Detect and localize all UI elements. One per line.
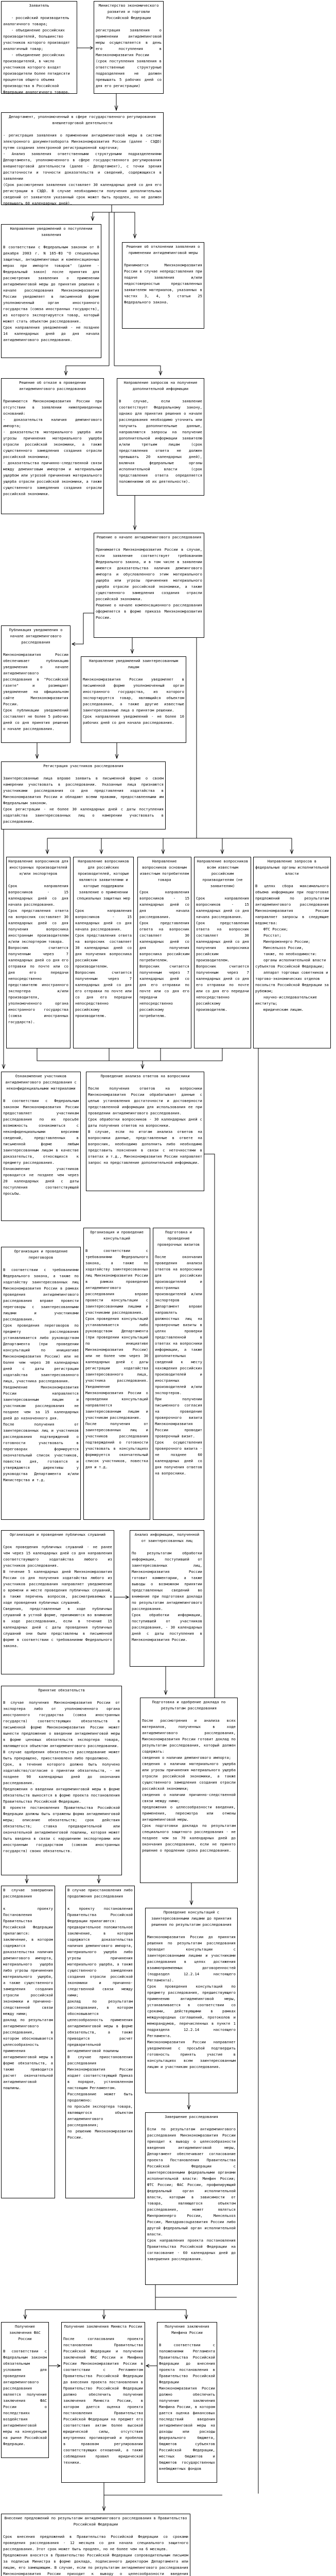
box-body: В соответствии с Федеральным законом обязательным условием для проведения антидемпингового расследования является получение заключения ФАС России о последствиях воздействия антидемпинговой меры на конкуренцию на рынке Российской Федерации. — [3, 2349, 47, 2446]
connector — [72, 613, 94, 644]
box-body: Принимается Минэкономразвития России при отсутствии в заявлении нижеприведенных оснований: - доказательств наличия демпингового импорта; - доказательств материального ущерба или угрозы причинения материального ущерба отрасли российской экономики, а также существенного замедления создания отрасли российской экономики; - доказательства причинно-следственной связи между демпинговым импортом и материальным ущербом или угрозой причинения материального ущерба отрасли российской экономики, а также существенного замедления создания отрасли российской экономики. — [3, 399, 102, 496]
box-body: Принимается Минэкономразвития России в случае, если заявление соответствует требованиям Федерального закона, и в том числе в заявлении имеются доказательства наличия демпингового импорта и обусловленного этим материального ущерба или угрозы причинения материального ущерба отрасли российской экономики, а также существенного замедления создания отрасли российской экономики. Решение о начале компенсационного расследования оформляется в форме приказа Минэкономразвития России. — [96, 547, 202, 620]
box-title: Ознакомление участников антидемпингового расследования с неконфиденциальными материалами — [5, 1074, 77, 1091]
box-body: Срок внесения предложений в Правительство Российской Федерации со сроками проведения расследования - 12 месяцев со дня начала специального защитного расследования. Этот срок может быть продлен, но не более чем на 6 месяцев. Предложения вносятся в Правительство Российской Федерации сопроводительным письмом за подписью Министра в форме доклада, подписанного директором Департамента или лицом, его замещающим. В случае, если по результатам антидемпингового расследования Минэкономразвития России приходит к выводу о целесообразности введения — [3, 2534, 188, 2576]
ministry-box — [94, 1, 164, 94]
box-title: Завершение расследования — [165, 2114, 218, 2119]
box-body: После окончания проведения анализа ответов на вопросники для российских производителей и иностранных производителей и/или экспортеров Департамент вправе направлять должностных лиц на проверочные визиты в целях проверки представленной в ответах на вопросники информации, а также дополнительных сведений к месту нахождения российских производителей и иностранных производителей и/или экспортеров. При получении письменного согласия на проведение проверочного визита Минэкономразвития России проводит проверочный визит. Срок осуществления проверочного визита - не позднее 60 календарных дней со дня получения ответов на вопросники. — [155, 1255, 202, 1476]
box-title: Получение заключения ФАС России — [9, 2324, 41, 2341]
case-suspension-box — [65, 1886, 135, 2198]
questionnaire-russian-applicants-box — [73, 857, 134, 1048]
box-title: Анализ информации, полученной от заинтересованных лиц — [134, 1532, 200, 1543]
box-title: Направление запросов в федеральные органы исполнительной власти — [255, 859, 329, 876]
pre-consult-box — [145, 1908, 238, 2093]
applicant-box — [1, 1, 77, 94]
notify-receipt-box — [1, 224, 101, 358]
box-title: Департамент, уполномоченный в сфере государственного регулирования внешнеторговой деятельности — [9, 114, 156, 125]
box-title: Направление вопросников для российских производителей, которые являются заявителями и которые поддержали заявление о применении специальных защитных мер — [77, 859, 130, 901]
connector — [204, 1154, 215, 1710]
connector — [93, 205, 112, 221]
fas-box — [1, 2322, 49, 2458]
box-body: Срок направления вопросников - 15 календарных дней со дня начала расследования. Срок представления ответа на вопросник составляет 30 календарных дней со дня получения вопросника российским производителем. Вопросник считается полученным через 7 календарных дней со дня его отправки по почте или со дня его передачи непосредственно российскому производителю. — [75, 908, 132, 1018]
questionnaire-consumers-box — [137, 857, 191, 1048]
refuse-box — [1, 378, 104, 514]
box-title: Регистрация участников расследования — [43, 764, 123, 768]
familiarization-box — [1, 1072, 81, 1221]
list-item: аппарат торговых советников и торгово-экономических отделов посольств Российской Федерации за рубежом; — [255, 970, 329, 993]
box-body: Если по результатам антидемпингового расследования Минэкономразвития России приходит к выводу о целесообразности введения антидемпинговой меры, Департамент обеспечивает согласование проекта Постановления Правительства Российской Федерации с заинтересованными федеральными органами исполнительной власти: Минфин России; ФТС России; ФАС России, профилирующий федеральный орган исполнительной власти, которым в зависимости от товара, являющегося объектом расследования, может являться Минпромэнерго России, Минсельхоз России, Минздравсоцразвития России либо другой федеральный орган исполнительной власти. Срок направления проекта постановления Правительства Российской Федерации на согласование - 60 календарных дней до завершения расследования. — [147, 2127, 236, 2261]
box-body: - регистрация заявления о применении антидемпинговой меры в системе электронного документооборота Минэкономразвития России (далее - СЭДО) путем создания электронной регистрационной карточки; - Анализ заявления ответственными структурными подразделениями Департамента, уполномоченного в сфере государственного регулирования внешнеторговой деятельности (далее - Департамент), с точки зрения достаточности и точности доказательств и сведений, содержащихся в заявлении (Срок рассмотрения заявления составляет 30 календарных дней со дня его регистрации в СЭДО. В случае необходимости получения дополнительных сведений от заявителя указанный срок может быть продлен, но не должен превышать 60 календарных дней). — [3, 133, 162, 206]
report-box — [140, 1698, 238, 1883]
notify-parties-box — [81, 656, 186, 743]
box-title: Внесение предложений по результатам антидемпингового расследования в Правительство Российской Федерации — [4, 2516, 187, 2527]
undertakings-box — [1, 1686, 122, 1875]
hearings-box — [1, 1530, 114, 1674]
box-body: Минэкономразвития России обеспечивает публикацию уведомления о начале антидемпингового расследования в "Российской газете" и размещает уведомление на официальном сайте Минэкономразвития России. Срок публикации уведомлений составляет не более 5 рабочих дней со дня принятия решения о начале расследования. — [3, 652, 68, 731]
box-title: Принятие обязательств — [38, 1688, 85, 1692]
box-title: Получение заключения Минюста России — [64, 2324, 143, 2329]
list-item: также, по необходимости: — [263, 952, 317, 956]
box-title: Организация и проведение переговоров — [14, 1249, 68, 1260]
box-title: Направление уведомлений заинтересованным лицам — [89, 658, 179, 669]
connector — [112, 212, 135, 238]
agency-list — [255, 926, 329, 1013]
negotiations-box — [1, 1247, 81, 1520]
list-item: юридическим лицам. — [263, 1007, 304, 1012]
questionnaire-other-producers-box — [194, 857, 251, 1048]
box-body: Срок направления вопросников - 15 календарных дней со дня начала расследования. Срок представления ответа на вопросник составляет 30 календарных дней со дня получения вопросника российским производителем. Вопросник считается полученным через 7 календарных дней со дня его отправки по почте или со дня его передачи непосредственно российскому производителю. — [196, 896, 249, 1012]
reject-box — [122, 242, 204, 329]
list-item: - объединение российских производителей, в число участников которого входят производители более пятидесяти процентов общего объема производства в Российской Федерации аналогичного товара. — [3, 53, 70, 94]
box-title: Решение об отказе в проведении антидемпингового расследования — [19, 380, 86, 391]
start-box — [94, 533, 204, 638]
box-title: В случае завершения расследования — [3, 1888, 53, 1899]
visits-box — [153, 1228, 204, 1520]
box-body: В соответствии с положениями Регламента Правительства Российской Федерации до внесения проекта постановления в Правительство Российской Федерации Минэкономразвития России должно обеспечить получение заключения Минфина России, в котором дается оценка финансовых последствий введения антидемпинговой меры на доходы или расходы федерального бюджета, бюджетов субъектов Российской Федерации, местных бюджетов и бюджетов государственных внебюджетных фондов — [159, 2343, 215, 2471]
box-title: Проведение анализа ответов на вопросники — [100, 1074, 190, 1078]
box-body: После получения ответов на вопросники Минэкономразвития России обрабатывает данные с целью установления достаточности и достоверности представленной информации для использования ее при проведении антидемпингового расследования. Срок обработки вопросников - 30 календарных дней с даты получения ответов на вопросники. В случае, если по итогам анализа ответов на вопросники данные, представленные в ответе на вопросник, необходимо дополнить либо необходимо представить пояснения в связи с неточностями в ответах и т.д., Минэкономразвития России направляет запрос на представление дополнительной информации. — [88, 1086, 202, 1165]
connector — [66, 366, 109, 375]
box-body: регистрация заявления о применении антидемпинговой меры осуществляется в день его поступления в Минэкономразвития России (срок поступления заявления в ответственные структурные подразделения не должен превышать 5 рабочих дней со дня его регистрации) — [96, 28, 162, 88]
applicant-list — [3, 15, 75, 95]
box-body: По результатам обработки информации, поступившей от заинтересованных лиц, Минэкономразвития России готовит комментарии, а также выводы о возможном принятии представленных сведений во внимание при подготовке доклада по результатам антидемпингового расследования. Срок обработки информации, поступившей от участников расследования, - 30 календарных дней с даты поступления в Минэкономразвития России. — [132, 1551, 202, 1642]
box-title: Подготовка и проведение проверочных визитов — [157, 1230, 200, 1247]
box-body: Минэкономразвития России до принятия решения по результатам расследования проводит консультации с заинтересованными лицами и участниками расследования в целях достижения взаимоприемлемых договоренностей (подраздел 12.2.14 настоящего Регламента). Срок проведения консультаций по предмету расследования, предшествующего применению антидемпинговой меры, устанавливается в соответствии со сроками, действующими в рамках международных соглашений, протоколов и меморандумов, перечисленных в пункте 1 подраздела 12.2.14 настоящего Регламента. Минэкономразвития России направляет уведомление с просьбой подтвердить готовность принять участие в консультациях всем заинтересованным лицам и участникам расследования. — [147, 1935, 236, 2069]
department-box — [1, 112, 164, 205]
connector — [37, 1048, 222, 1061]
list-item: Минпромэнерго России; — [263, 939, 310, 944]
box-body: После рассмотрения и анализа всех материалов, полученных в ходе антидемпингового расследования, Минэкономразвития России готовит доклад по результатам расследования, который должен содержать: сведения о наличии демпингового импорта; сведения о наличии материального ущерба или угрозы причинения материального ущерба отрасли российской экономики, а также существенного замедления создания отрасли российской экономики; сведения о наличии причинно-следственной связи между ними; предложения о целесообразности введения, применения, пересмотра или отмены антидемпинговой меры. Срок подготовки доклада по результатам специального защитного расследования - не позднее чем за 70 календарных дней до окончания расследования, если не принято решение о продлении срока расследования. — [142, 1718, 236, 1853]
box-body: Срок проведения публичных слушаний - не ранее чем через 15 календарных дней со дня направления соответствующего ходатайства любого из участников расследования. В течение 5 календарных дней Минэкономразвития России со дня получения ходатайства любого из участников расследования направляет уведомление о времени и месте проведения публичных слушаний, а также перечень вопросов, рассматриваемых в ходе проведения публичных слушаний. Сведения, представленные в ходе публичных слушаний в устной форме, принимаются во внимание в ходе расследования, если в течение 15 календарных дней с даты проведения публичных слушаний они были представлены в письменной форме в соответствии с требованиями Федерального закона. — [3, 1545, 112, 1648]
box-body: В соответствии с Федеральным законом Минэкономразвития России предоставляет участникам расследования по их просьбе возможность ознакомиться с неконфиденциальными версиями сведений, представленных в письменной форме любым заинтересованным лицом в качестве доказательств, относящихся к предмету расследования. Ознакомление участников проводится не позднее чем через 20 календарных дней с даты поступления соответствующей просьбы. — [3, 1098, 79, 1196]
list-item: Минсельхоз России, — [263, 945, 304, 950]
list-item: органы исполнительной власти субъектов Российской Федерации; — [255, 958, 326, 969]
box-body: После согласования проекта постановления Правительства Российской Федерации и получения заключений ФАС России и Минфина России Минэкономразвития России в соответствии с Регламентом Правительства Российской Федерации до внесения проекта постановления в Правительство Российской Федерации должно обеспечить получение заключения Минюста России, в котором дается оценка проекта постановления Правительства Российской Федерации на предмет его соответствия актам более высокой юридической силы, отсутствия внутренних противоречий и пробелов в правовом регулировании соответствующих отношений, а также соблюдения правил юридической техники. — [63, 2336, 143, 2465]
box-title: Направление запросов на получение дополнительной информации — [123, 380, 198, 391]
box-body: В целях сбора максимального объема информации при подготовке предложений по результатам антидемпингового расследования Минэкономразвития России направляет запросы в следующие ведомства: — [255, 884, 329, 925]
submission-box — [1, 2514, 190, 2576]
box-title: Подготовка и одобрение доклада по результатам расследования — [152, 1700, 226, 1710]
box-body: В случае, если заявление соответствует Федеральному закону, однако для принятия решения о начале расследования необходимо уточнить или получить дополнительные данные, направляются запросы на получение дополнительной информации заявителю и/или третьим лицам (срок представления ответа не должен превышать 20 календарных дней), включая федеральные органы исполнительной власти (срок представления ответа определяется положениями об их деятельности). — [119, 399, 202, 484]
list-item: научно-исследовательские институты; — [255, 995, 317, 1006]
box-body: В соответствии с требованиями Федерального закона, а также по ходатайству заинтересованных лиц Минэкономразвития России в рамках проведения антидемпингового расследования вправе провести переговоры с заинтересованными лицами и участниками расследования. Срок проведения переговоров по предмету расследования устанавливается либо руководством Департамента (при проведении консультаций по инициативе Минэкономразвития России) или не более чем через 30 календарных дней с даты регистрации ходатайства заинтересованного лица, участника расследования. Уведомление Минэкономразвития России направляется заинтересованным лицам и участникам расследования не позднее чем за 15 календарных дней до назначенного дня. После получения от заинтересованных лиц и участников расследования подтверждений о готовности участвовать в переговорах формируется окончательный список участников, повестка дня, готовятся и утверждаются директивы у руководства Департамента и/или Министерства и т.д. — [3, 1267, 79, 1482]
box-title: Решение об отклонении заявления о применении антидемпинговой меры — [126, 244, 200, 255]
box-body: Принимается Минэкономразвития России в случае непредставления при подаче заявления и/или недостоверностью представленных заявителем материалов, указанных в частях 3, 4, 5 статьи 25 Федерального закона. — [124, 263, 202, 304]
box-title: Получение заключения Минфина России — [165, 2324, 209, 2335]
minjust-box — [61, 2322, 145, 2483]
box-title: Министерство экономического развития и торговли Российской Федерации — [98, 3, 159, 20]
box-body: Срок направления вопросников - 15 календарных дней со дня начала расследования. Срок представления ответа на вопросник составляет 30 календарных дней со дня получения вопросника иностранным производителем и/или экспортером товара. Вопросник считается полученным через 7 календарных дней со дня его отправки по почте или со дня его передачи непосредственно представителю иностранного экспортера и/или производителя, уполномоченного органа иностранного государства (союза иностранных государств). — [8, 884, 68, 1024]
list-item: ФТС России; — [263, 927, 288, 931]
federal-requests-box — [253, 857, 331, 1048]
requests-box — [117, 378, 204, 496]
box-body: Минэкономразвития России уведомляет в письменной форме уполномоченный орган иностранного государства, из которого экспортируется товар, являющийся объектом расследования, а также другие известные заинтересованные лица о принятом решении. Срок направления уведомлений - не более 10 рабочих дней со дня начала расследования. — [83, 677, 184, 725]
box-body: Срок направления вопросников - 15 календарных дней со дня начала расследования. Срок представления ответа на вопросник составляет 30 календарных дней со дня получения вопросника российским потребителем. Вопросник считается полученным через 7 календарных дней со дня его отправки по почте или со дня его передачи непосредственно российскому потребителю. — [139, 890, 189, 1018]
box-title: Организация и проведение консультаций — [90, 1230, 144, 1241]
box-body: к проекту Постановления Правительства Российской Федерации прилагаются: заключение, в котором содержатся доказательства наличия демпингового импорта, материального ущерба либо угрозы причинения материального ущерба, а также существенного замедления создания отрасли российской экономики и причинно-следственной связи между ними; доклад по результатам антидемпингового расследования, в котором обосновывается целесообразность применения антидемпинговой меры в форме обязательств, а также приводится расчет окончательной антидемпинговой пошлины. — [3, 1906, 53, 2090]
box-body: В соответствии с требованиями Федерального закона, а также по ходатайству заинтересованных лиц Минэкономразвития России в рамках проведения антидемпингового расследования вправе провести консультации с заинтересованными лицами и участниками расследования. Срок проведения консультаций устанавливается либо руководством Департамента (при проведении консультаций по инициативе Минэкономразвития России) или не более чем через 30 календарных дней с даты регистрации ходатайства заинтересованного лица, участника расследования. Уведомление Минэкономразвития России о проведении консультаций направляется заинтересованным лицам и участникам расследования. После получения от заинтересованных лиц и участников расследования подтверждений о готовности участвовать в консультациях формируется окончательный список участников, повестка дня и т.д. — [85, 1248, 148, 1469]
info-analysis-box — [130, 1530, 204, 1667]
box-title: Направление уведомлений о поступлении заявления — [10, 226, 93, 237]
box-body: Заинтересованные лица вправе заявить в письменной форме о своем намерении участвовать в расследовании. Указанные лица признаются участниками расследования со дня представления ходатайства в Минэкономразвития России и обладают всеми правами, предоставленными им Федеральным законом. Срок регистрации - не более 30 календарных дней с даты поступления ходатайства заинтересованных лиц о намерении участвовать в расследовании. — [3, 776, 164, 824]
box-title: Организация и проведение публичных слушаний — [9, 1532, 106, 1537]
box-title: Направление вопросников для иностранных производителей и/или экспортеров — [8, 859, 68, 876]
box-title: Направление вопросников основным известным потребителям товара — [139, 859, 189, 882]
consultations-box — [83, 1228, 150, 1520]
box-body: В соответствии с Федеральным законом от 8 декабря 2003 г. N 165-ФЗ "О специальных защитных, антидемпинговых и компенсационных мерах при импорте товаров" (далее - Федеральный закон) после принятия для рассмотрения заявления о применении антидемпинговой меры до принятия решения о начале расследования Минэкономразвития России уведомляет в письменной форме уполномоченный орган иностранного государства (союза иностранных государств), из которого экспортируется товар, который может стать объектом расследования. Срок направления уведомлений - не позднее 14 календарных дней до дня начала антидемпингового расследования. — [3, 245, 99, 342]
box-title: Заявитель — [29, 3, 49, 8]
box-title: В случае приостановления либо продолжения расследования — [67, 1888, 133, 1899]
box-title: Направление вопросников всем известным российским производителям (не заявителям) — [197, 859, 249, 888]
box-title: Проведение консультаций с заинтересованными лицами до принятия решения по результатам расследования — [151, 1910, 232, 1927]
publication-box — [1, 625, 70, 743]
analysis-box — [86, 1072, 204, 1191]
questionnaire-foreign-box — [6, 857, 70, 1048]
case-completion-box — [1, 1886, 55, 2198]
list-item: - объединение российских производителей, большинство участников которого производят аналогичный товар; — [3, 28, 70, 51]
box-title: Публикация уведомления о начале антидемпингового расследования — [9, 628, 63, 645]
list-item: - российский производитель аналогичного товара; — [3, 15, 69, 26]
list-item: Росстат; — [263, 933, 281, 938]
completion-box — [145, 2112, 238, 2285]
box-body: В случае получения Минэкономразвития России от экспортера либо от уполномоченного органа иностранного государства (союза иностранных государств) соответствующих обязательств в письменной форме Минэкономразвития России может вынести предложение о введении антидемпинговой меры в форме ценовых обязательств экспортера товара, являющегося объектом антидемпингового расследовании. В случае одобрения обязательств расследование может быть прекращено, приостановлено либо продолжено. Срок, в течение которого должно быть получено ходатайство/согласие о принятии обязательств, - не позднее 90 календарных дней до окончания расследования. Предложения о введении антидемпинговой меры в форме обязательств выносятся в форме проекта постановления Правительства Российской Федерации. В проекте постановления Правительства Российской Федерации должны быть отражены форма антидемпинговой меры; описание обязательств; срок действия обязательств; ставка предварительной или окончательной антидемпинговой пошлины, которая может быть введена в связи с нарушением экспортерами или иностранным государством (союзом иностранных государств) своих обязательств. — [3, 1700, 120, 1853]
minfin-box — [157, 2322, 217, 2483]
box-title: Решение о начале антидемпингового расследования — [96, 535, 202, 539]
connector — [114, 366, 161, 375]
box-body: к проекту постановления Правительства Российской Федерации прилагаются: предварительное положительное заключение, в котором содержатся доказательства наличия демпингового импорта, материального ущерба либо угрозы причинения материального ущерба, а также существенного замедления создания отрасли российской экономики и причинно-следственной связи между ними; доклад по результатам расследования, в котором обосновывается целесообразность применения антидемпинговой меры в форме обязательств, а также приводится расчет предварительной антидемпинговой пошлины В случае приостановления расследования Минэкономразвития России издает соответствующий Приказ в порядке, установленном настоящим Регламентом. Расследование может быть продолжено: по просьбе экспортера товара, являющегося объектом антидемпингового расследования; по решению Минэкономразвития России. — [67, 1906, 133, 2140]
registration-box — [1, 761, 166, 829]
